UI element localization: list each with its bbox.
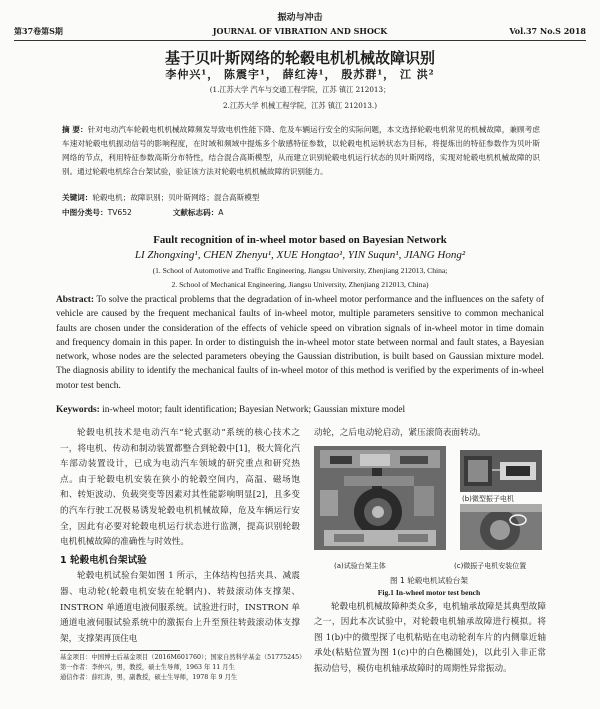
volume-issue-cn: 第37卷第S期 xyxy=(14,26,63,36)
abstract-en-label: Abstract: xyxy=(56,295,95,305)
footnotes xyxy=(60,653,305,683)
body-left-column xyxy=(60,426,300,647)
test-bench-photo xyxy=(314,446,446,550)
authors-en: LI Zhongxing¹, CHEN Zhenyu¹, XUE Hongtao¹, YIN Suqun¹, JIANG Hong² xyxy=(134,249,466,261)
footnote-funding: 基金项目：中国博士后基金项目（2016M601760）；国家自然科学基金（51775245） xyxy=(60,654,306,661)
keywords-en xyxy=(56,405,544,415)
section-1-heading: 1 轮毂电机台架试验 xyxy=(60,554,147,566)
volume-issue-en: Vol.37 No.S 2018 xyxy=(509,26,586,36)
footnote-rule xyxy=(60,650,180,651)
journal-name-cn: 振动与冲击 xyxy=(277,13,323,23)
micro-vibrator-photo xyxy=(460,450,542,492)
abstract-en xyxy=(56,293,544,393)
figure-1-title-cn: 图 1 轮毂电机试验台架 xyxy=(389,576,468,585)
keywords-cn xyxy=(62,192,259,203)
abstract-cn-label: 摘 要： xyxy=(62,125,88,134)
footnote-corresponding-author: 通信作者：薛红涛，男，副教授，硕士生导师，1978 年 9 月生 xyxy=(60,674,238,681)
intro-paragraph: 轮毂电机技术是电动汽车“轮式驱动”系统的核心技术之一，将电机、传动和制动装置都整合到轮毂中[1]，极大简化汽车部动装置设计，已成为电动汽车领域的研究重点和研究热点。由于轮毂电机安装在狭小的轮毂空间内，高温、磁场饱和、转矩波动、负载突变等因素对其性能影响明显[2]，且多变的汽车行驶工况极易诱发轮毂电机机械故障，危及车辆运行安全，因此有必要对轮毂电机运行状态进行监测，提高识别轮毂电机机械故障的准确性与时效性。 xyxy=(60,428,300,548)
abstract-cn-text: 针对电动汽车轮毂电机机械故障频发导致电机性能下降、危及车辆运行安全的实际问题，本文选择轮毂电机常见的机械故障，兼顾考虑车速对轮毂电机振动信号的影响程度，在时域和频域中提炼多个敏感特征参数，以轮毂电机运转状态为目标，将提炼出的特征参数作为贝叶斯网络的节点，利用特征参数高斯分布特性，结合混合高斯模型，从而建立识别轮毂电机运行状态的贝叶斯网络，实现对轮毂电机机械故障的识别。通过轮毂电机综合台架试验，验证该方法对轮毂电机机械故障的识别能力。 xyxy=(62,125,540,176)
right-column-top-text: 动轮，之后电动轮启动，紧压滚筒表面转动。 xyxy=(314,428,486,438)
affiliation-cn-1: (1.江苏大学 汽车与交通工程学院，江苏 镇江 212013； xyxy=(209,85,391,94)
body-right-column xyxy=(314,600,546,677)
abstract-cn xyxy=(62,123,540,179)
keywords-cn-text: 轮毂电机；故障识别；贝叶斯网络；混合高斯模型 xyxy=(92,193,260,202)
affiliation-en-1: (1. School of Automotive and Traffic Engineering, Jiangsu University, Zhenjiang 212013, China; xyxy=(152,266,448,275)
figure-1-title-en: Fig.1 In-wheel motor test bench xyxy=(377,588,481,597)
figure-1c-caption: (c)微振子电机安装位置 xyxy=(454,562,527,570)
footnote-first-author: 第一作者：李仲兴，男，教授，硕士生导师，1963 年 11 月生 xyxy=(60,664,235,671)
section-1-paragraph: 轮毂电机试验台架如图 1 所示，主体结构包括夹具、减震器、电动轮(轮毂电机安装在轮辋内)、转鼓滚动体支撑架、INSTRON 单通道电液伺服系统。试验进行时，INSTRON 单通道电液伺服试验系统中的激振台上升至预往转鼓滚动体支撑架，支撑架再顶住电 xyxy=(60,571,300,644)
paper-title-cn: 基于贝叶斯网络的轮毂电机机械故障识别 xyxy=(164,49,435,67)
keywords-cn-label: 关键词： xyxy=(62,193,93,202)
keywords-en-label: Keywords: xyxy=(56,405,100,415)
clc-label: 中图分类号： xyxy=(62,208,108,217)
figure-1a-caption: (a)试验台架主体 xyxy=(334,562,386,570)
doc-code-value: A xyxy=(218,208,224,217)
mount-location-photo xyxy=(460,504,542,550)
header-rule xyxy=(14,40,586,41)
abstract-en-text: To solve the practical problems that the degradation of in-wheel motor performance and the influences on the safety of vehicle are caused by the frequent mechanical faults of in-wheel motor, multiple parameters sensitive to common mechanical faults are chosen under the consideration of the effects of vehicle speed on vibration signals of in-wheel motor in time domain and frequency domain in this paper. In order to distinguish the in-wheel motor state between normal and fault states, a Bayesian network, whose nodes are the selected parameters obeying the Gaussian distribution, is built based on Gaussian mixture model. The diagnosis ability to identify the mechanical faults of in-wheel motor of this method is verified by the experiments of in-wheel motor test bench. xyxy=(56,295,544,391)
clc-value: TV652 xyxy=(107,208,132,217)
running-header xyxy=(14,26,586,39)
doc-code-label: 文献标志码： xyxy=(172,208,219,217)
figure-1b-caption: (b)微型振子电机 xyxy=(462,495,514,503)
authors-cn: 李仲兴¹， 陈震宇¹， 薛红涛¹， 殷苏群¹， 江 洪² xyxy=(165,68,435,81)
affiliation-en-2: 2. School of Mechanical Engineering, Jiangsu University, Zhenjiang 212013, China) xyxy=(171,280,429,289)
paper-title-en: Fault recognition of in-wheel motor based on Bayesian Network xyxy=(153,234,447,246)
affiliation-cn-2: 2.江苏大学 机械工程学院，江苏 镇江 212013.) xyxy=(222,101,378,110)
journal-name-en: JOURNAL OF VIBRATION AND SHOCK xyxy=(212,26,388,36)
classification-cn xyxy=(62,207,224,218)
figure-1 xyxy=(314,444,544,560)
keywords-en-text: in-wheel motor; fault identification; Bayesian Network; Gaussian mixture model xyxy=(102,405,406,415)
fault-simulation-paragraph: 轮毂电机机械故障种类众多，电机轴承故障是其典型故障之一，因此本次试验中，对轮毂电机轴承故障进行模拟。将图 1(b)中的微型探了电机粘贴在电动轮刹车片的内侧靠近轴承处(粘贴位置为图 1(c)中的白色椭圆处)，以此引入非正常振动信号，模仿电机轴承故障时的周期性异常振动。 xyxy=(314,602,546,674)
